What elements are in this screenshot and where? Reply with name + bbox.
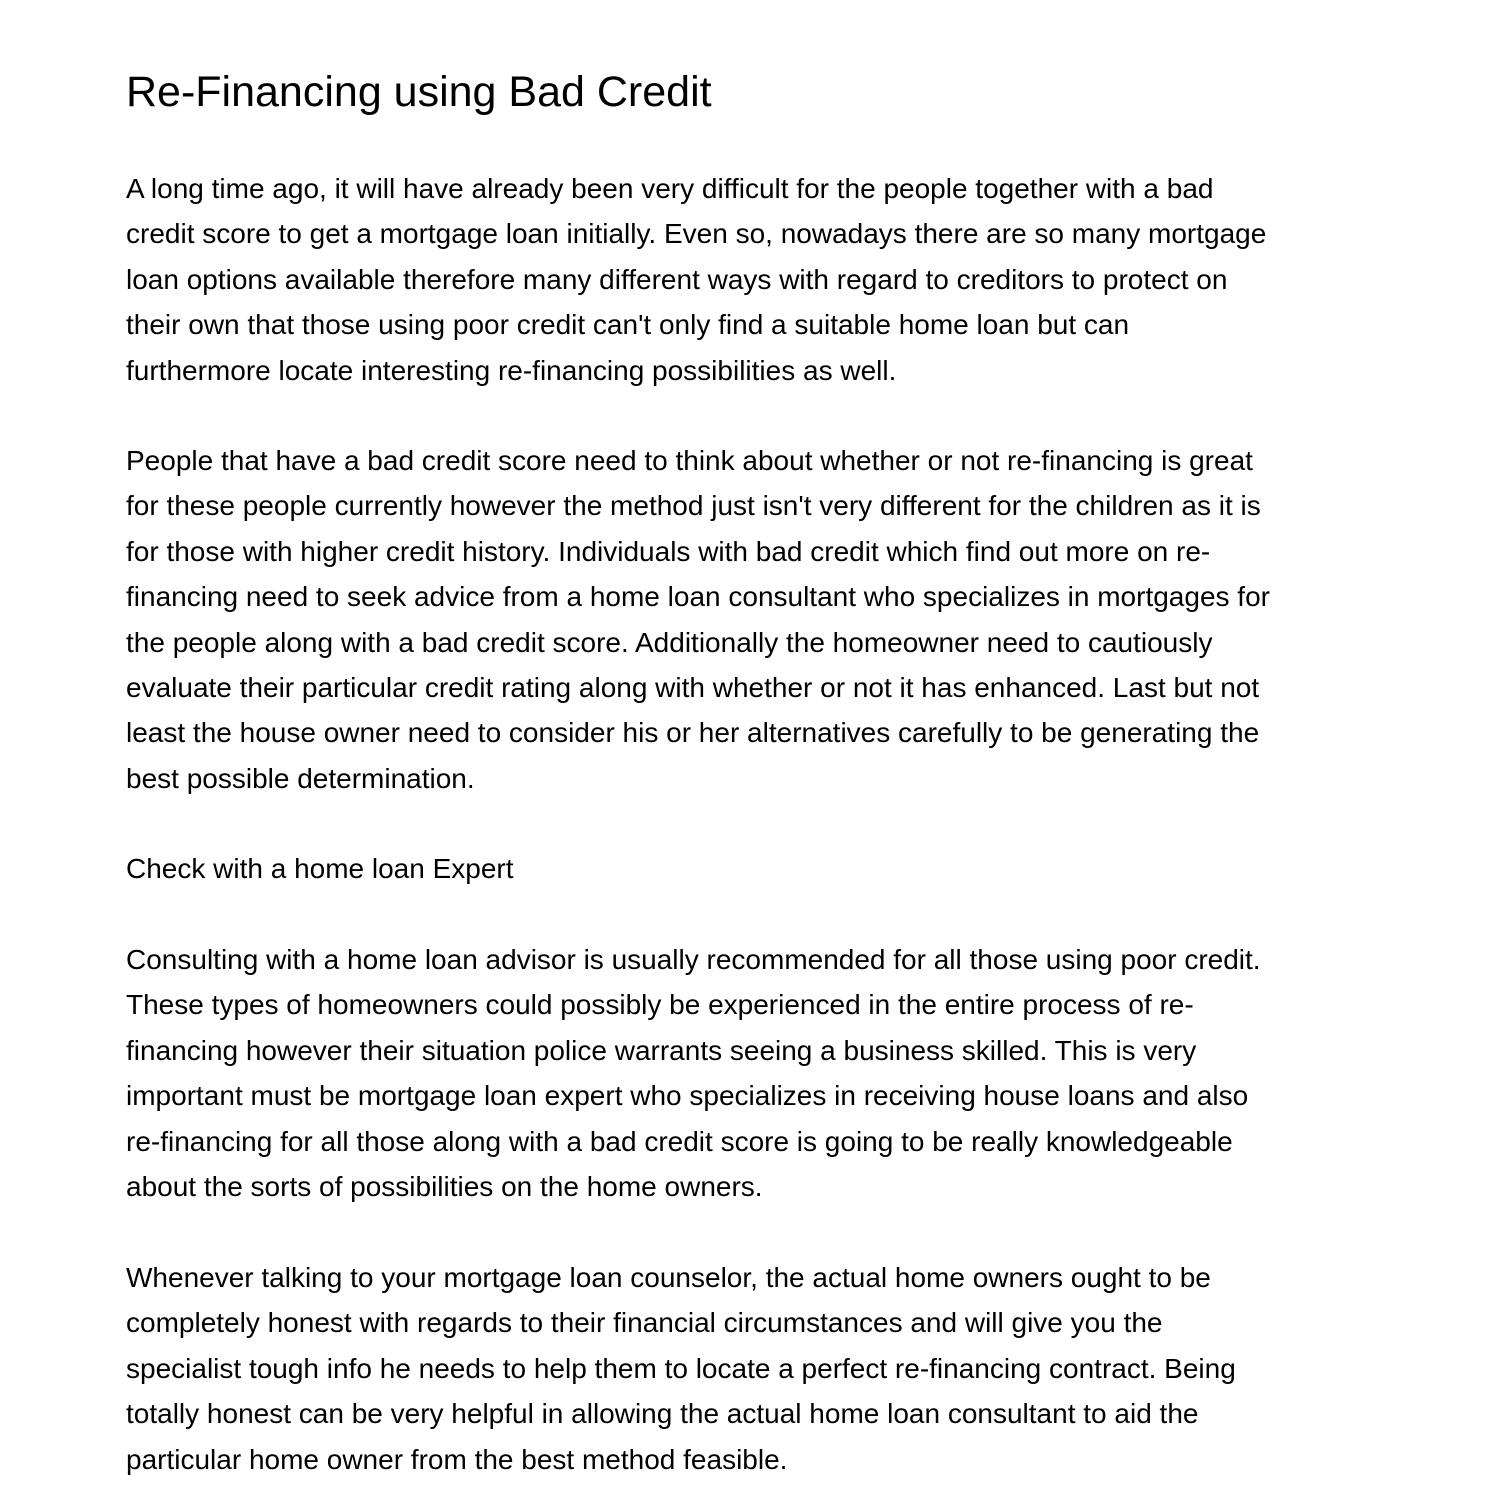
text-line: These types of homeowners could possibly be experienced in the entire process of re- [126, 989, 1194, 1021]
text-line: for these people currently however the method just isn't very different for the children as it is [126, 490, 1261, 522]
text-line: furthermore locate interesting re-financing possibilities as well. [126, 354, 897, 386]
text-line: financing however their situation police warrants seeing a business skilled. This is very [126, 1034, 1197, 1066]
text-line: completely honest with regards to their financial circumstances and will give you the [126, 1307, 1163, 1339]
text-line: financing need to seek advice from a home loan consultant who specializes in mortgages for [126, 581, 1270, 613]
text-line: best possible determination. [126, 762, 475, 794]
text-line: Whenever talking to your mortgage loan counselor, the actual home owners ought to be [126, 1262, 1211, 1293]
page-title: Re-Financing using Bad Credit [126, 68, 712, 116]
text-line: A long time ago, it will have already been very difficult for the people together with a bad [126, 173, 1214, 204]
section-heading-expert [126, 846, 514, 891]
text-line: for those with higher credit history. Individuals with bad credit which find out more on re- [126, 535, 1211, 567]
text-line: about the sorts of possibilities on the home owners. [126, 1171, 763, 1203]
text-line: their own that those using poor credit can't only find a suitable home loan but can [126, 309, 1130, 341]
text-line: People that have a bad credit score need to think about whether or not re-financing is great [126, 445, 1253, 476]
text-line: Check with a home loan Expert [126, 853, 514, 884]
text-line: particular home owner from the best method feasible. [126, 1443, 788, 1475]
text-line: evaluate their particular credit rating along with whether or not it has enhanced. Last but not [126, 672, 1260, 704]
paragraph-honesty [126, 1255, 1236, 1482]
text-line: Consulting with a home loan advisor is usually recommended for all those using poor credit. [126, 944, 1261, 975]
text-line: re-financing for all those along with a bad credit score is going to be really knowledgeable [126, 1125, 1233, 1157]
paragraph-consulting-advisor [126, 937, 1261, 1209]
text-line: specialist tough info he needs to help them to locate a perfect re-financing contract. Being [126, 1352, 1236, 1384]
text-line: important must be mortgage loan expert who specializes in receiving house loans and also [126, 1080, 1249, 1112]
paragraph-bad-credit-considerations [126, 438, 1270, 801]
text-line: least the house owner need to consider his or her alternatives carefully to be generating the [126, 717, 1260, 749]
paragraph-intro [126, 166, 1266, 393]
text-line: the people along with a bad credit score. Additionally the homeowner need to cautiously [126, 626, 1213, 658]
text-line: totally honest can be very helpful in allowing the actual home loan consultant to aid the [126, 1398, 1199, 1430]
text-line: credit score to get a mortgage loan initially. Even so, nowadays there are so many mortgage [126, 218, 1267, 250]
text-line: loan options available therefore many different ways with regard to creditors to protect on [126, 263, 1228, 295]
